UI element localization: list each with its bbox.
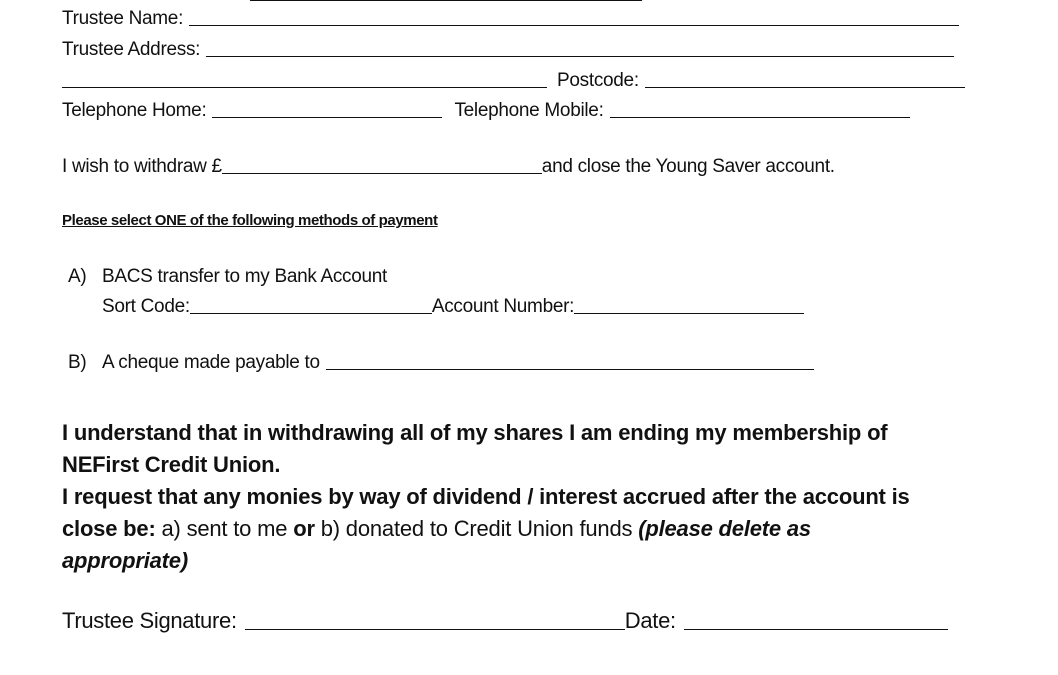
option-b-label: A cheque made payable to — [102, 352, 320, 373]
trustee-name-field[interactable] — [189, 25, 959, 26]
postcode-label: Postcode: — [557, 70, 639, 91]
bank-details-row — [102, 296, 804, 318]
telephone-home-label: Telephone Home: — [62, 100, 207, 121]
payment-heading: Please select ONE of the following methods of payment — [62, 212, 438, 229]
option-a-marker: A) — [68, 266, 87, 287]
telephone-mobile-label: Telephone Mobile: — [454, 100, 604, 121]
postcode-field[interactable] — [645, 87, 965, 88]
trustee-name-label: Trustee Name: — [62, 8, 184, 29]
option-a-row — [68, 266, 387, 288]
declaration-line-1: I understand that in withdrawing all of my shares I am ending my membership of — [62, 420, 888, 445]
telephone-row — [62, 100, 910, 122]
telephone-mobile-field[interactable] — [610, 117, 910, 118]
declaration-line-4-bold: close be: — [62, 516, 156, 541]
top-cutoff-line — [250, 0, 642, 1]
trustee-signature-field[interactable] — [245, 629, 625, 630]
declaration-line-2: NEFirst Credit Union. — [62, 452, 281, 477]
signature-row — [62, 608, 948, 634]
sort-code-field[interactable] — [190, 313, 432, 314]
withdraw-row — [62, 156, 835, 178]
trustee-address-field-2[interactable] — [62, 87, 547, 88]
sort-code-label: Sort Code: — [102, 296, 190, 317]
declaration-note: (please delete as — [638, 516, 811, 541]
address-line2-row — [62, 70, 965, 92]
declaration-option-b: b) donated to Credit Union funds — [314, 516, 639, 541]
date-label: Date: — [624, 608, 676, 633]
declaration — [62, 417, 1002, 577]
trustee-address-field[interactable] — [206, 56, 954, 57]
trustee-name-row — [62, 8, 959, 30]
date-field[interactable] — [684, 629, 948, 630]
account-number-field[interactable] — [574, 313, 804, 314]
declaration-line-3: I request that any monies by way of dividend / interest accrued after the account is — [62, 484, 910, 509]
withdraw-amount-field[interactable] — [222, 173, 542, 174]
declaration-or: or — [293, 516, 315, 541]
cheque-payee-field[interactable] — [326, 369, 814, 370]
withdraw-suffix: and close the Young Saver account. — [541, 156, 835, 177]
declaration-line-4 — [62, 513, 1002, 545]
declaration-option-a: a) sent to me — [155, 516, 294, 541]
account-number-label: Account Number: — [431, 296, 575, 317]
option-b-row — [68, 352, 814, 374]
trustee-address-label: Trustee Address: — [62, 39, 201, 60]
declaration-line-5: appropriate) — [62, 548, 188, 573]
trustee-signature-label: Trustee Signature: — [62, 608, 237, 633]
withdraw-prefix: I wish to withdraw £ — [62, 156, 222, 177]
option-a-label: BACS transfer to my Bank Account — [102, 266, 388, 287]
option-b-marker: B) — [68, 352, 87, 373]
telephone-home-field[interactable] — [212, 117, 442, 118]
trustee-address-row — [62, 39, 954, 61]
